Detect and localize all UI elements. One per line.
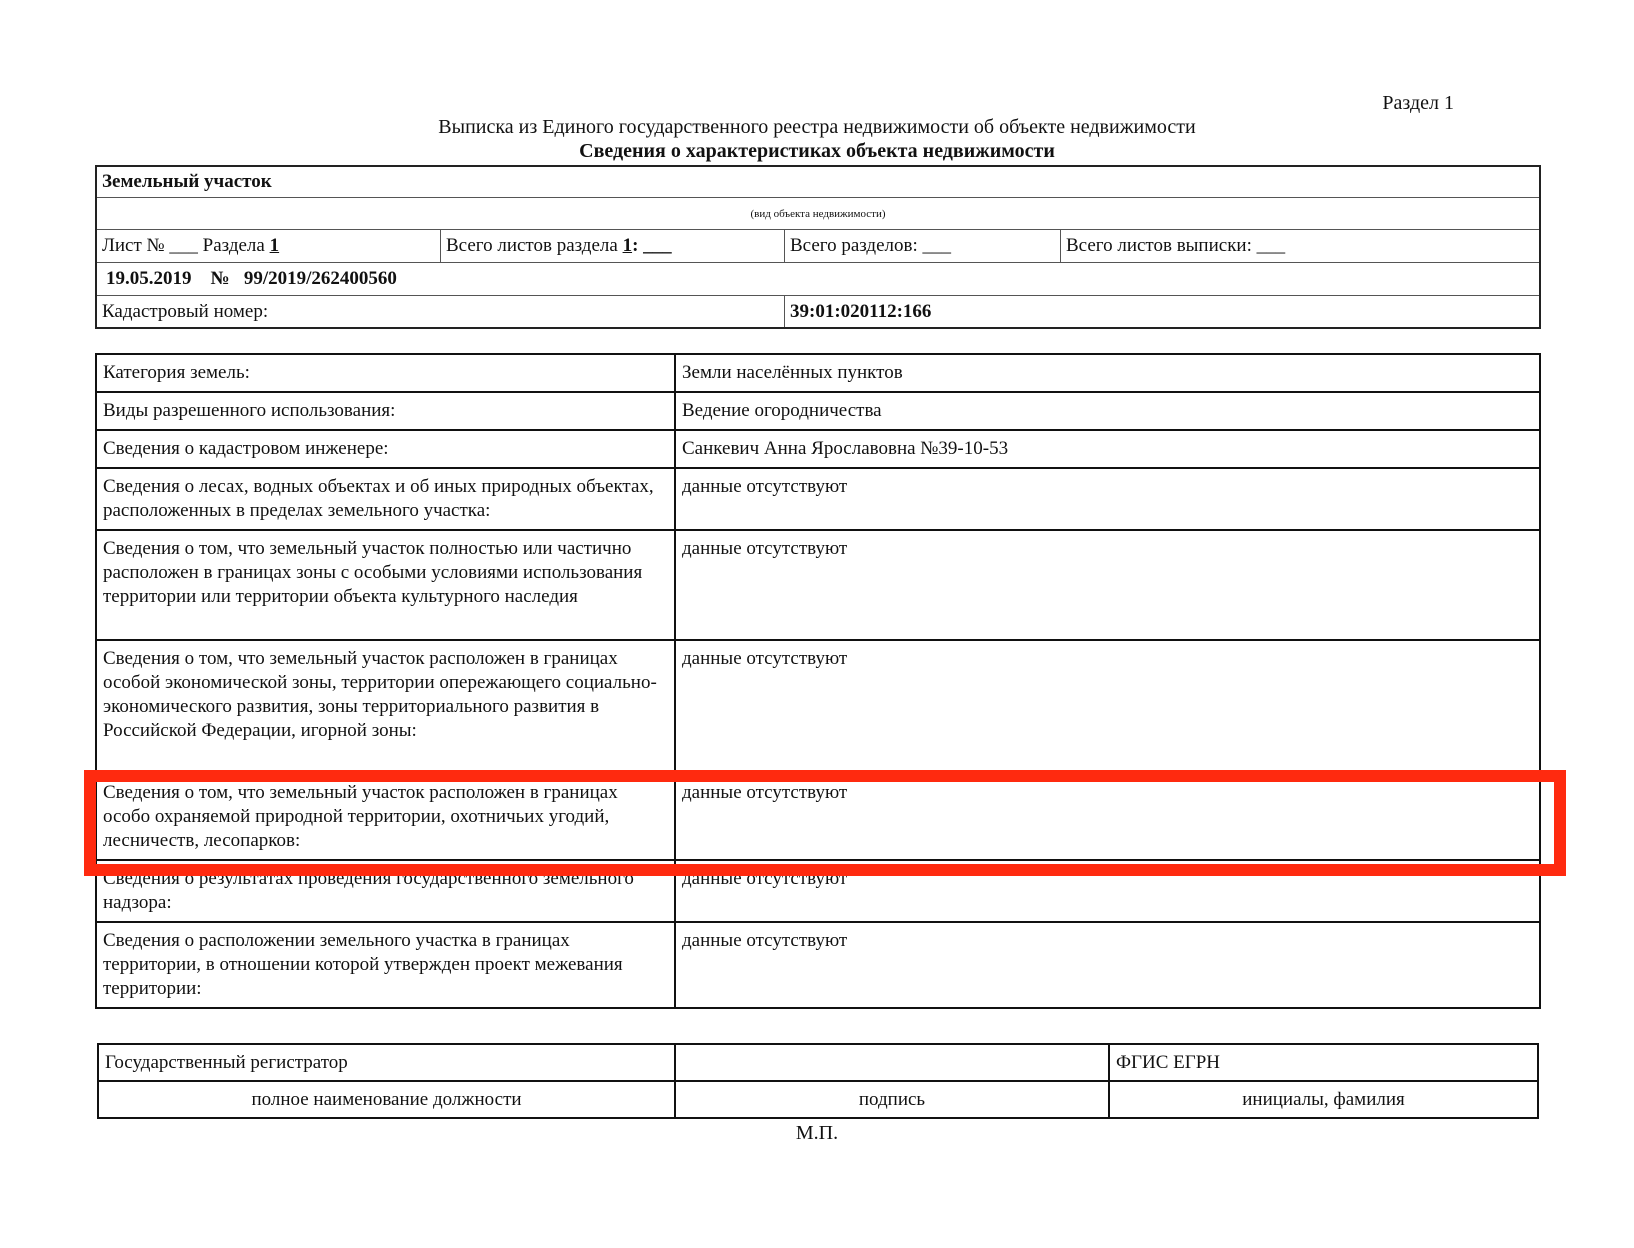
table-row [96,530,1540,640]
extract-date: 19.05.2019 [106,268,192,289]
signature-table [97,1043,1539,1119]
object-type-caption: (вид объекта недвижимости) [96,198,1540,230]
total-sheets-section-label: Всего листов раздела [446,235,618,256]
row-value: данные отсутствуют [675,530,1540,640]
registrar-position: Государственный регистратор [98,1044,675,1081]
row-label: Категория земель: [96,354,675,392]
stamp-placeholder: М.П. [795,1122,839,1144]
signature-field [675,1044,1109,1081]
row-label: Сведения о том, что земельный участок расположен в границах особой экономической зоны, территории опережающего социально-экономического развития, зоны территориального развития в Российской Федерации, игорной зоны: [96,640,675,774]
total-sheets-section-value: 1 [622,235,633,256]
total-sheets-extract: Всего листов выписки: ___ [1061,230,1541,263]
total-sections: Всего разделов: ___ [785,230,1061,263]
sheet-number-label: Лист № ___ Раздела [102,235,265,256]
row-value: Земли населённых пунктов [675,354,1540,392]
registrar-name: ФГИС ЕГРН [1109,1044,1538,1081]
row-value: Ведение огородничества [675,392,1540,430]
table-row [96,354,1540,392]
document-subtitle: Сведения о характеристиках объекта недвижимости [579,140,1055,162]
total-sheets-section-suffix: : ___ [632,235,672,256]
table-row-highlighted [96,774,1540,860]
row-label: Сведения о расположении земельного участка в границах территории, в отношении которой утвержден проект межевания территории: [96,922,675,1008]
row-label: Сведения о лесах, водных объектах и об иных природных объектах, расположенных в пределах земельного участка: [96,468,675,530]
sheet-number-cell [96,230,441,263]
row-value: данные отсутствуют [675,468,1540,530]
section-label: Раздел 1 [1382,92,1454,114]
row-value: Санкевич Анна Ярославовна №39-10-53 [675,430,1540,468]
table-row [96,860,1540,922]
number-label: № [210,268,230,289]
row-value: данные отсутствуют [675,860,1540,922]
row-label: Сведения о результатах проведения государственного земельного надзора: [96,860,675,922]
table-row [96,922,1540,1008]
row-label: Сведения о кадастровом инженере: [96,430,675,468]
table-row [96,392,1540,430]
caption-name: инициалы, фамилия [1109,1081,1538,1118]
total-sheets-section-cell [441,230,785,263]
characteristics-table [95,353,1541,1009]
caption-signature: подпись [675,1081,1109,1118]
table-row [96,430,1540,468]
row-label: Сведения о том, что земельный участок расположен в границах особо охраняемой природной территории, охотничьих угодий, лесничеств, лесопарков: [96,774,675,860]
cadastral-label: Кадастровый номер: [96,296,785,329]
row-label: Сведения о том, что земельный участок полностью или частично расположен в границах зоны с особыми условиями использования территории или территории объекта культурного наследия [96,530,675,640]
sheet-section-value: 1 [269,235,280,256]
row-value: данные отсутствуют [675,922,1540,1008]
extract-number: 99/2019/262400560 [243,268,397,289]
date-number-cell [96,263,1540,296]
table-row [96,640,1540,774]
table-row [96,468,1540,530]
caption-position: полное наименование должности [98,1081,675,1118]
document-title: Выписка из Единого государственного реестра недвижимости об объекте недвижимости [438,116,1196,138]
row-value: данные отсутствуют [675,640,1540,774]
row-value: данные отсутствуют [675,774,1540,860]
row-label: Виды разрешенного использования: [96,392,675,430]
header-table [95,165,1541,329]
object-type: Земельный участок [96,166,1540,198]
cadastral-number: 39:01:020112:166 [785,296,1541,329]
